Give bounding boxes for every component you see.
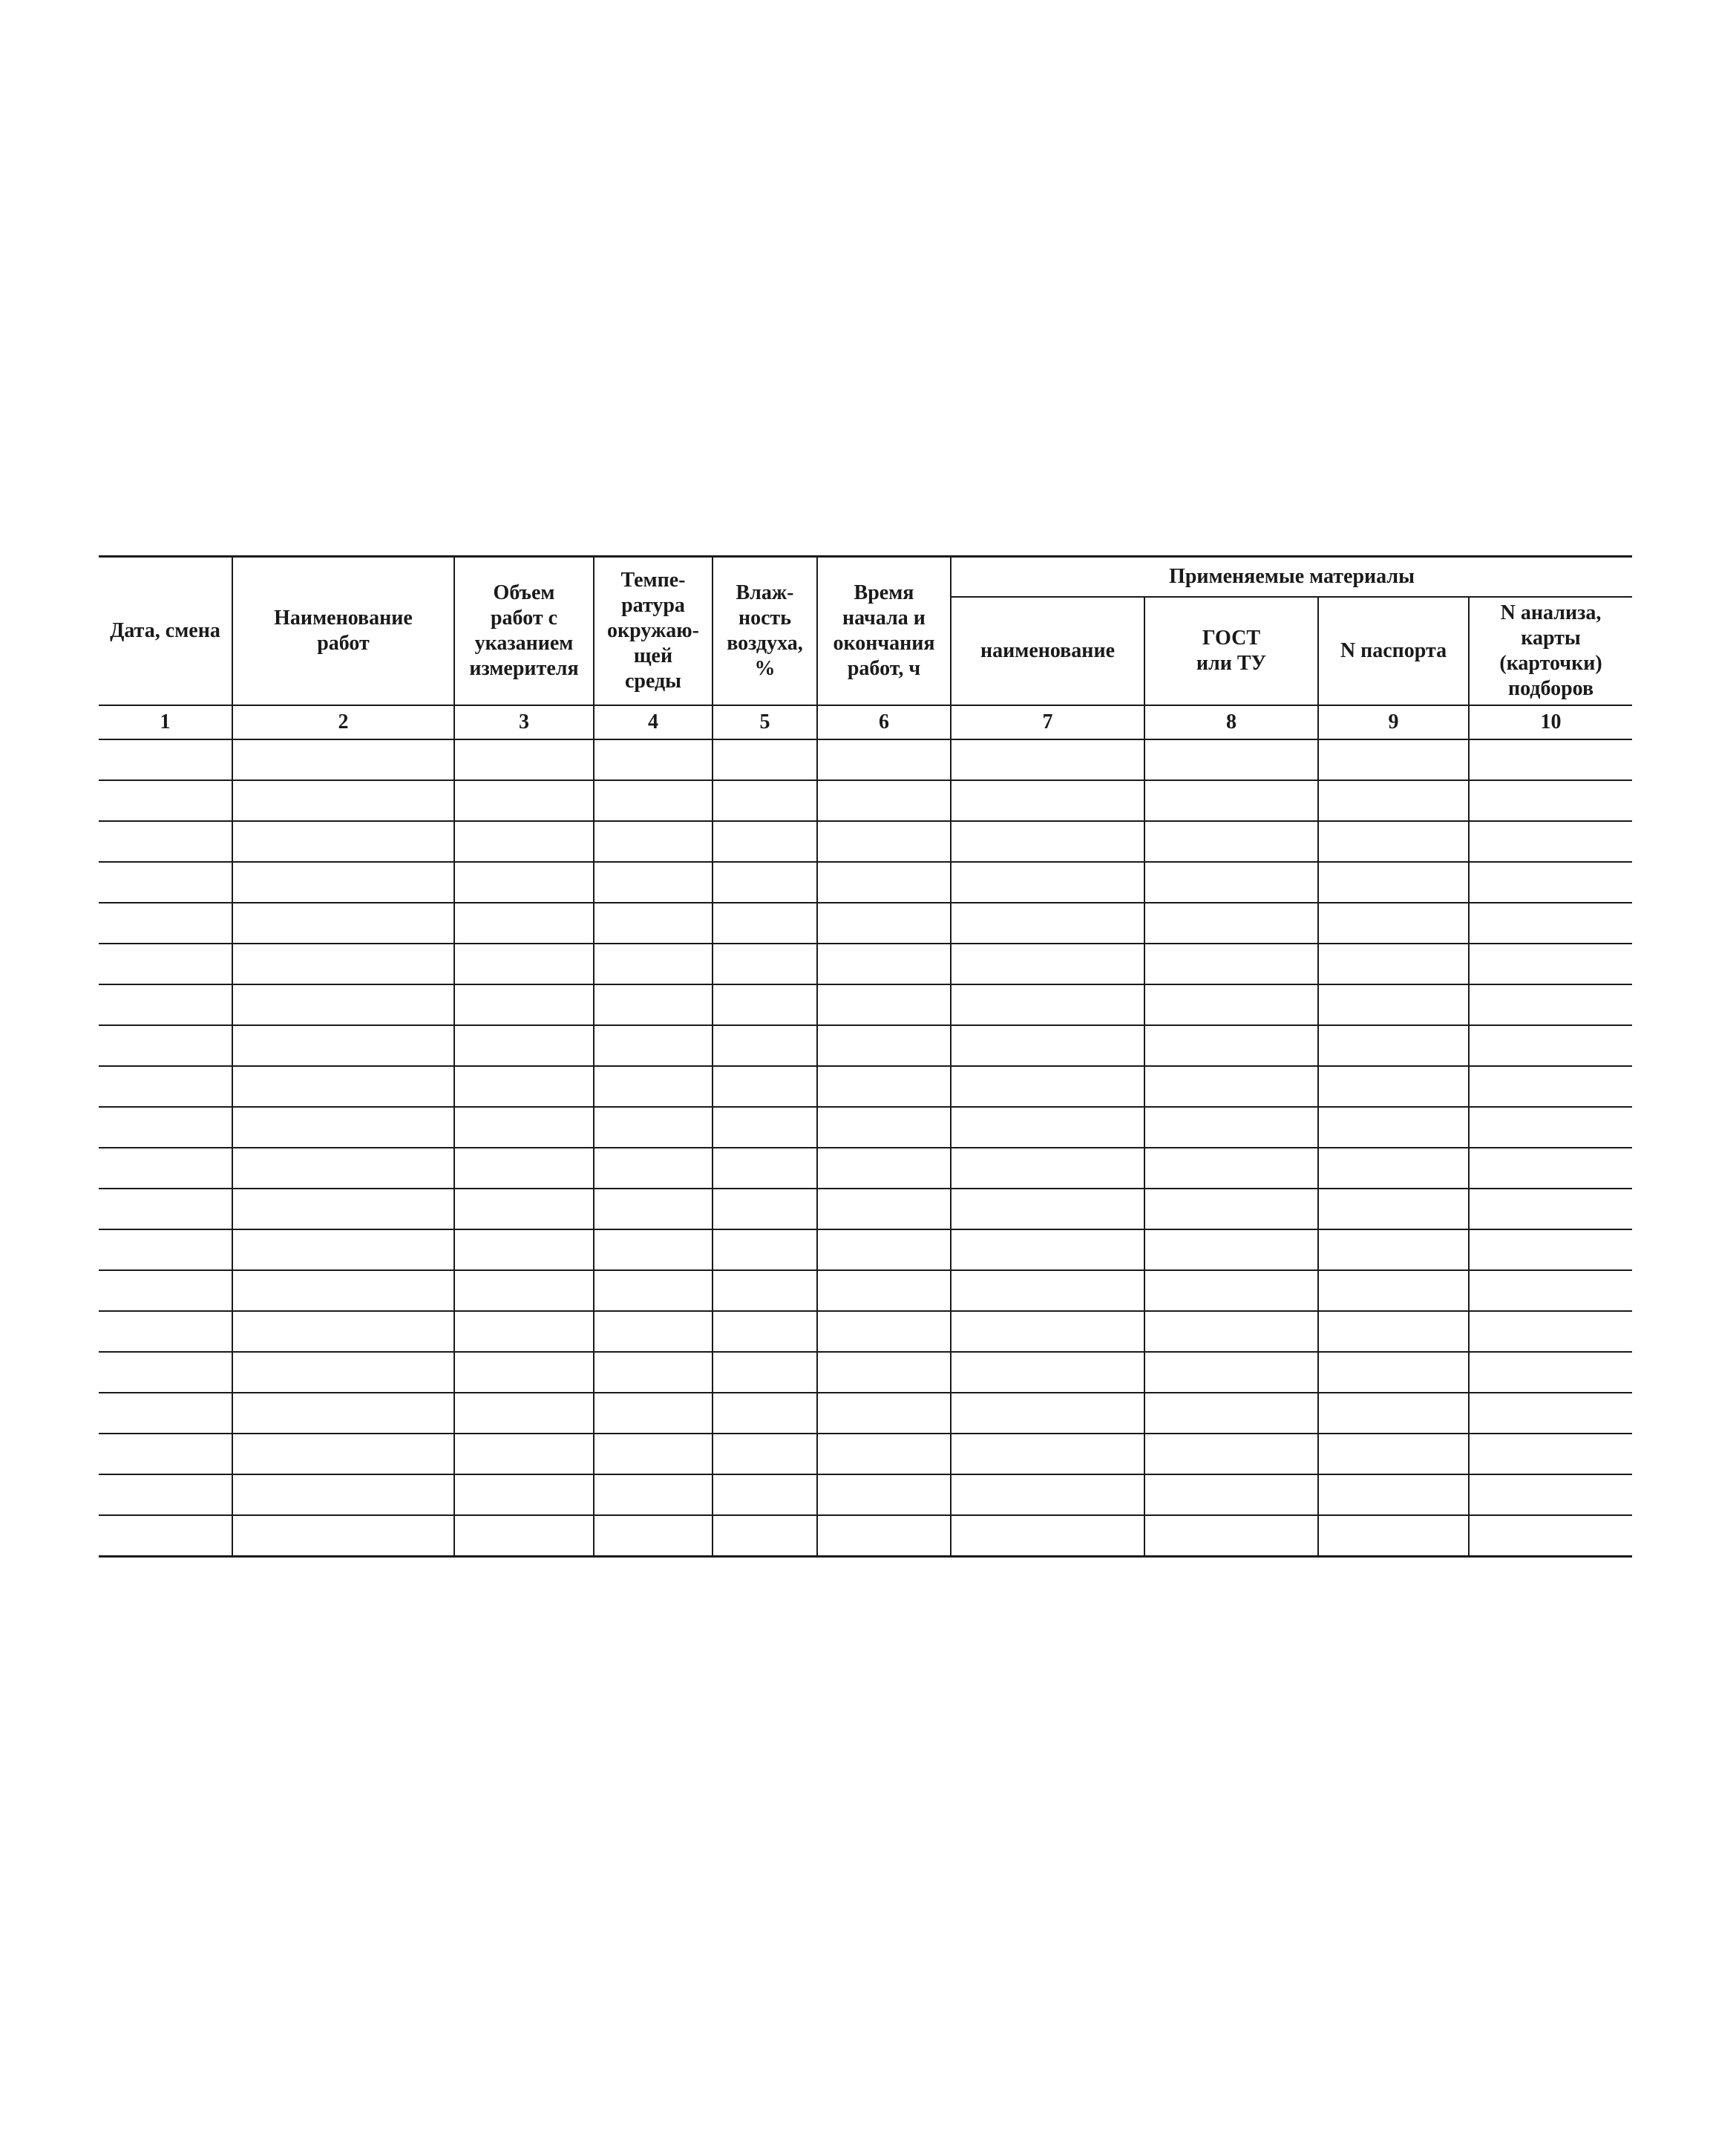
table-cell[interactable] [594,1352,713,1393]
table-cell[interactable] [99,1474,232,1515]
table-cell[interactable] [713,780,817,821]
table-cell[interactable] [817,780,951,821]
table-cell[interactable] [1144,739,1318,780]
table-cell[interactable] [594,1148,713,1189]
header-line: Применяемые материалы [1169,565,1415,588]
table-cell[interactable] [1469,1148,1632,1189]
table-cell[interactable] [817,1352,951,1393]
column-number: 1 [99,705,232,739]
table-cell[interactable] [1144,1352,1318,1393]
table-cell[interactable] [99,1107,232,1148]
table-cell[interactable] [1144,1515,1318,1557]
header-line: Дата, смена [110,619,220,642]
column-number: 10 [1469,705,1632,739]
table-cell[interactable] [1144,862,1318,903]
column-number: 6 [817,705,951,739]
table-cell[interactable] [99,1270,232,1311]
table-cell[interactable] [817,1189,951,1229]
table-cell[interactable] [454,1148,594,1189]
table-cell[interactable] [713,944,817,984]
header-line: Время [854,581,914,604]
header-materials-group [951,557,1632,598]
table-cell[interactable] [713,862,817,903]
table-row [99,1066,1632,1107]
header-line: окружаю- [607,619,699,642]
table-cell[interactable] [713,1189,817,1229]
header-work-volume [454,557,594,706]
table-cell[interactable] [1469,1311,1632,1352]
table-cell[interactable] [99,1515,232,1557]
table-cell[interactable] [1144,1311,1318,1352]
table-cell[interactable] [817,821,951,862]
table-cell[interactable] [713,1474,817,1515]
header-ambient-temperature [594,557,713,706]
table-row [99,1270,1632,1311]
table-cell[interactable] [713,1352,817,1393]
header-line: Темпе- [620,569,686,592]
table-cell[interactable] [951,1393,1144,1434]
table-cell[interactable] [594,1474,713,1515]
column-number: 8 [1144,705,1318,739]
table-cell[interactable] [99,903,232,944]
table-cell[interactable] [454,984,594,1025]
header-line: указанием [474,632,574,655]
table-cell[interactable] [1318,1229,1469,1270]
table-cell[interactable] [99,1066,232,1107]
table-cell[interactable] [1318,1311,1469,1352]
header-work-name [232,557,454,706]
table-cell[interactable] [454,1066,594,1107]
table-cell[interactable] [817,862,951,903]
table-cell[interactable] [817,1311,951,1352]
table-cell[interactable] [594,862,713,903]
table-cell[interactable] [232,1148,454,1189]
table-cell[interactable] [594,903,713,944]
table-cell[interactable] [99,1189,232,1229]
table-cell[interactable] [1318,984,1469,1025]
table-cell[interactable] [1144,1474,1318,1515]
table-cell[interactable] [232,1229,454,1270]
table-body [99,705,1632,1557]
table-cell[interactable] [99,1311,232,1352]
table-cell[interactable] [232,1474,454,1515]
table-cell[interactable] [1469,1229,1632,1270]
work-journal-table [99,555,1632,1558]
header-line: или ТУ [1196,652,1267,675]
column-number: 7 [951,705,1144,739]
table-cell[interactable] [951,1229,1144,1270]
table-cell[interactable] [232,1066,454,1107]
table-cell[interactable] [1469,1270,1632,1311]
table-cell[interactable] [713,1066,817,1107]
table-cell[interactable] [454,1352,594,1393]
table-cell[interactable] [99,1434,232,1474]
table-cell[interactable] [951,821,1144,862]
header-gost-tu [1144,597,1318,705]
table-cell[interactable] [454,739,594,780]
table-cell[interactable] [1318,1393,1469,1434]
table-cell[interactable] [951,739,1144,780]
table-row [99,739,1632,780]
table-cell[interactable] [232,1107,454,1148]
table-cell[interactable] [1318,862,1469,903]
table-cell[interactable] [817,1229,951,1270]
table-cell[interactable] [454,862,594,903]
table-cell[interactable] [594,944,713,984]
table-cell[interactable] [951,1148,1144,1189]
table-cell[interactable] [594,1229,713,1270]
column-number: 4 [594,705,713,739]
table-cell[interactable] [817,1066,951,1107]
table-cell[interactable] [1144,944,1318,984]
header-passport-number [1318,597,1469,705]
table-cell[interactable] [713,821,817,862]
table-cell[interactable] [232,1434,454,1474]
table-cell[interactable] [1469,821,1632,862]
table-cell[interactable] [1144,1107,1318,1148]
table-cell[interactable] [594,1434,713,1474]
table-cell[interactable] [713,1229,817,1270]
table-cell[interactable] [232,780,454,821]
table-cell[interactable] [817,944,951,984]
table-cell[interactable] [454,1434,594,1474]
header-date-shift [99,557,232,706]
table-row [99,1434,1632,1474]
table-cell[interactable] [1469,903,1632,944]
table-cell[interactable] [1318,821,1469,862]
table-cell[interactable] [594,1107,713,1148]
table-cell[interactable] [817,903,951,944]
table-cell[interactable] [232,903,454,944]
table-cell[interactable] [951,903,1144,944]
table-cell[interactable] [1469,1515,1632,1557]
header-line: N паспорта [1340,639,1447,662]
table-cell[interactable] [1318,1066,1469,1107]
table-cell[interactable] [232,862,454,903]
table-cell[interactable] [951,944,1144,984]
table-row [99,903,1632,944]
header-air-humidity [713,557,817,706]
table-cell[interactable] [454,1229,594,1270]
header-line: работ, ч [847,657,921,680]
table-cell[interactable] [454,1025,594,1066]
table-cell[interactable] [1318,1148,1469,1189]
table-cell[interactable] [951,1270,1144,1311]
table-cell[interactable] [1469,1107,1632,1148]
header-line: ратура [621,594,685,617]
table-cell[interactable] [951,780,1144,821]
header-line: наименование [980,639,1115,662]
header-line: среды [624,670,682,693]
table-cell[interactable] [817,1025,951,1066]
header-line: щей [633,644,673,667]
table-cell[interactable] [1318,1025,1469,1066]
table-cell[interactable] [99,984,232,1025]
table-cell[interactable] [951,862,1144,903]
column-number: 2 [232,705,454,739]
table-cell[interactable] [1144,1189,1318,1229]
table-cell[interactable] [594,780,713,821]
header-line: воздуха, [727,632,803,655]
table-cell[interactable] [1144,1270,1318,1311]
table-cell[interactable] [817,1515,951,1557]
table-cell[interactable] [951,1474,1144,1515]
table-cell[interactable] [1144,1393,1318,1434]
table-cell[interactable] [454,1515,594,1557]
table-cell[interactable] [713,1107,817,1148]
header-line: (карточки) [1499,652,1602,675]
table-cell[interactable] [951,984,1144,1025]
table-cell[interactable] [817,739,951,780]
table-cell[interactable] [232,739,454,780]
table-cell[interactable] [1469,862,1632,903]
table-cell[interactable] [454,1474,594,1515]
table-cell[interactable] [713,1311,817,1352]
table-cell[interactable] [1144,1148,1318,1189]
table-cell[interactable] [232,1515,454,1557]
table-cell[interactable] [594,739,713,780]
table-cell[interactable] [1469,1066,1632,1107]
table-cell[interactable] [951,1434,1144,1474]
table-cell[interactable] [1318,944,1469,984]
table-cell[interactable] [1469,984,1632,1025]
table-cell[interactable] [951,1515,1144,1557]
table-cell[interactable] [951,1025,1144,1066]
table-cell[interactable] [99,1229,232,1270]
table-cell[interactable] [713,903,817,944]
table-cell[interactable] [1469,739,1632,780]
column-number: 9 [1318,705,1469,739]
header-line: N анализа, [1500,601,1602,624]
table-cell[interactable] [951,1107,1144,1148]
table-cell[interactable] [99,1148,232,1189]
table-cell[interactable] [232,1189,454,1229]
table-cell[interactable] [232,1352,454,1393]
table-cell[interactable] [232,821,454,862]
table-cell[interactable] [1144,821,1318,862]
header-line: измерителя [469,657,579,680]
table-cell[interactable] [594,1311,713,1352]
table-cell[interactable] [594,1393,713,1434]
table-cell[interactable] [713,1515,817,1557]
table-cell[interactable] [1469,1393,1632,1434]
table-cell[interactable] [99,739,232,780]
table-cell[interactable] [1469,780,1632,821]
table-cell[interactable] [454,1311,594,1352]
table-cell[interactable] [817,1148,951,1189]
table-row [99,862,1632,903]
table-cell[interactable] [454,780,594,821]
header-material-name [951,597,1144,705]
table-cell[interactable] [232,1393,454,1434]
table-row [99,780,1632,821]
table-cell[interactable] [817,1434,951,1474]
table-row [99,1148,1632,1189]
table-row [99,1474,1632,1515]
table-row [99,1107,1632,1148]
column-number: 5 [713,705,817,739]
header-line: ность [738,607,792,630]
table-cell[interactable] [232,1025,454,1066]
header-line: Влаж- [736,581,794,604]
table-cell[interactable] [594,1270,713,1311]
table-row [99,1189,1632,1229]
table-cell[interactable] [713,739,817,780]
header-line: начала и [842,607,926,630]
table-cell[interactable] [1144,1066,1318,1107]
table-cell[interactable] [817,1270,951,1311]
table-cell[interactable] [232,1270,454,1311]
header-line: работ с [490,607,557,630]
table-cell[interactable] [713,1393,817,1434]
table-row [99,944,1632,984]
table-cell[interactable] [232,984,454,1025]
table-row [99,1393,1632,1434]
header-work-time [817,557,951,706]
table-cell[interactable] [99,862,232,903]
table-cell[interactable] [1318,1270,1469,1311]
table-cell[interactable] [454,1107,594,1148]
table-cell[interactable] [454,1270,594,1311]
table-cell[interactable] [1318,1107,1469,1148]
table-cell[interactable] [99,780,232,821]
table-row [99,984,1632,1025]
table-cell[interactable] [1469,1189,1632,1229]
table-cell[interactable] [1318,1352,1469,1393]
table-row [99,1352,1632,1393]
table-cell[interactable] [1318,1434,1469,1474]
table-cell[interactable] [99,944,232,984]
table-cell[interactable] [594,1189,713,1229]
table-cell[interactable] [817,984,951,1025]
table-cell[interactable] [1318,780,1469,821]
table-cell[interactable] [951,1352,1144,1393]
table-cell[interactable] [594,1025,713,1066]
column-number-row [99,705,1632,739]
table-cell[interactable] [713,984,817,1025]
table-cell[interactable] [232,944,454,984]
table-cell[interactable] [713,1270,817,1311]
table-cell[interactable] [713,1434,817,1474]
table-cell[interactable] [713,1025,817,1066]
table-row [99,821,1632,862]
table-cell[interactable] [1144,984,1318,1025]
table-row [99,1515,1632,1557]
table-row [99,1025,1632,1066]
table-row [99,1229,1632,1270]
table-cell[interactable] [99,821,232,862]
table-cell[interactable] [99,1393,232,1434]
header-line: подборов [1507,677,1594,700]
table-cell[interactable] [594,1066,713,1107]
table-cell[interactable] [951,1311,1144,1352]
table-row [99,1311,1632,1352]
table-cell[interactable] [594,1515,713,1557]
table-cell[interactable] [99,1352,232,1393]
table-cell[interactable] [1144,1434,1318,1474]
header-line: % [754,657,776,680]
header-line: Наименование [274,607,413,630]
table-cell[interactable] [454,944,594,984]
table-cell[interactable] [1318,1474,1469,1515]
table-cell[interactable] [454,1393,594,1434]
table-cell[interactable] [1469,1025,1632,1066]
table-cell[interactable] [817,1107,951,1148]
table-cell[interactable] [1469,1474,1632,1515]
header-line: работ [317,632,370,655]
table-cell[interactable] [1469,944,1632,984]
header-line: ГОСТ [1202,627,1261,650]
table-cell[interactable] [1144,1229,1318,1270]
table-cell[interactable] [454,821,594,862]
table-cell[interactable] [454,903,594,944]
table-cell[interactable] [99,1025,232,1066]
table-cell[interactable] [713,1148,817,1189]
table-cell[interactable] [1144,1025,1318,1066]
table-cell[interactable] [1469,1434,1632,1474]
table-cell[interactable] [594,984,713,1025]
table-cell[interactable] [232,1311,454,1352]
table-cell[interactable] [1318,903,1469,944]
table-cell[interactable] [1318,1189,1469,1229]
table-cell[interactable] [817,1393,951,1434]
header-analysis-number [1469,597,1632,705]
table-cell[interactable] [951,1189,1144,1229]
table-cell[interactable] [817,1474,951,1515]
table-cell[interactable] [1318,1515,1469,1557]
table-cell[interactable] [1144,903,1318,944]
table-cell[interactable] [1469,1352,1632,1393]
table-cell[interactable] [454,1189,594,1229]
table-cell[interactable] [594,821,713,862]
header-line: окончания [833,632,935,655]
column-number: 3 [454,705,594,739]
table-cell[interactable] [1144,780,1318,821]
table-cell[interactable] [1318,739,1469,780]
header-line: Объем [493,581,555,604]
header-line: карты [1521,627,1581,650]
table-cell[interactable] [951,1066,1144,1107]
